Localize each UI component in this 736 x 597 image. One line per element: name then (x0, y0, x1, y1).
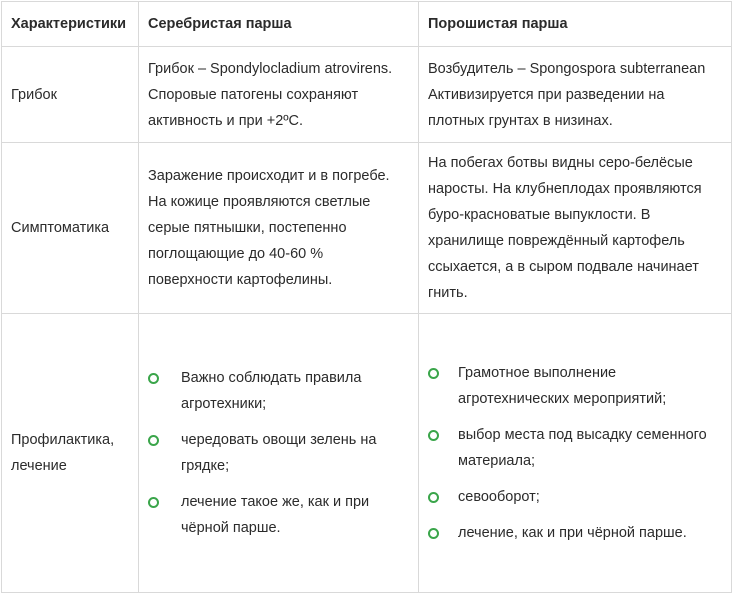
list-item: лечение такое же, как и при чёрной парше. (148, 489, 410, 541)
bullet-circle-icon (428, 430, 439, 441)
row-label-symptoms: Симптоматика (2, 143, 139, 314)
bullet-circle-icon (148, 497, 159, 508)
row-label-fungus: Грибок (2, 47, 139, 143)
list-item: севооборот; (428, 484, 723, 510)
header-powdery-scab: Порошистая парша (419, 2, 732, 47)
bullet-circle-icon (148, 435, 159, 446)
comparison-table (1, 1, 732, 593)
silver-prevention-list (148, 365, 410, 541)
cell-silver-prevention (139, 314, 419, 593)
table-row-prevention (2, 314, 732, 593)
cell-powdery-prevention (419, 314, 732, 593)
cell-powdery-fungus: Возбудитель – Spongospora subterranean Активизируется при разведении на плотных грунтах в низинах. (419, 47, 732, 143)
cell-silver-fungus: Грибок – Spondylocladium atrovirens. Споровые патогены сохраняют активность и при +2ºС. (139, 47, 419, 143)
cell-powdery-symptoms: На побегах ботвы видны серо-белёсые наросты. На клубнеплодах проявляются буро-красноватые выпуклости. В хранилище повреждённый картофель ссыхается, а в сыром подвале начинает гнить. (419, 143, 732, 314)
table-row-fungus (2, 47, 732, 143)
row-label-prevention: Профилактика, лечение (2, 314, 139, 593)
header-silver-scab: Серебристая парша (139, 2, 419, 47)
list-item: Важно соблюдать правила агротехники; (148, 365, 410, 417)
header-characteristics: Характеристики (2, 2, 139, 47)
bullet-circle-icon (428, 528, 439, 539)
bullet-circle-icon (148, 373, 159, 384)
cell-silver-symptoms: Заражение происходит и в погребе. На кожице проявляются светлые серые пятнышки, постепенно поглощающие до 40-60 % поверхности картофелины. (139, 143, 419, 314)
table-header-row (2, 2, 732, 47)
list-item: чередовать овощи зелень на грядке; (148, 427, 410, 479)
list-item: Грамотное выполнение агротехнических мероприятий; (428, 360, 723, 412)
bullet-circle-icon (428, 492, 439, 503)
list-item: лечение, как и при чёрной парше. (428, 520, 723, 546)
bullet-circle-icon (428, 368, 439, 379)
powdery-prevention-list (428, 360, 723, 546)
table-row-symptoms (2, 143, 732, 314)
list-item: выбор места под высадку семенного материала; (428, 422, 723, 474)
